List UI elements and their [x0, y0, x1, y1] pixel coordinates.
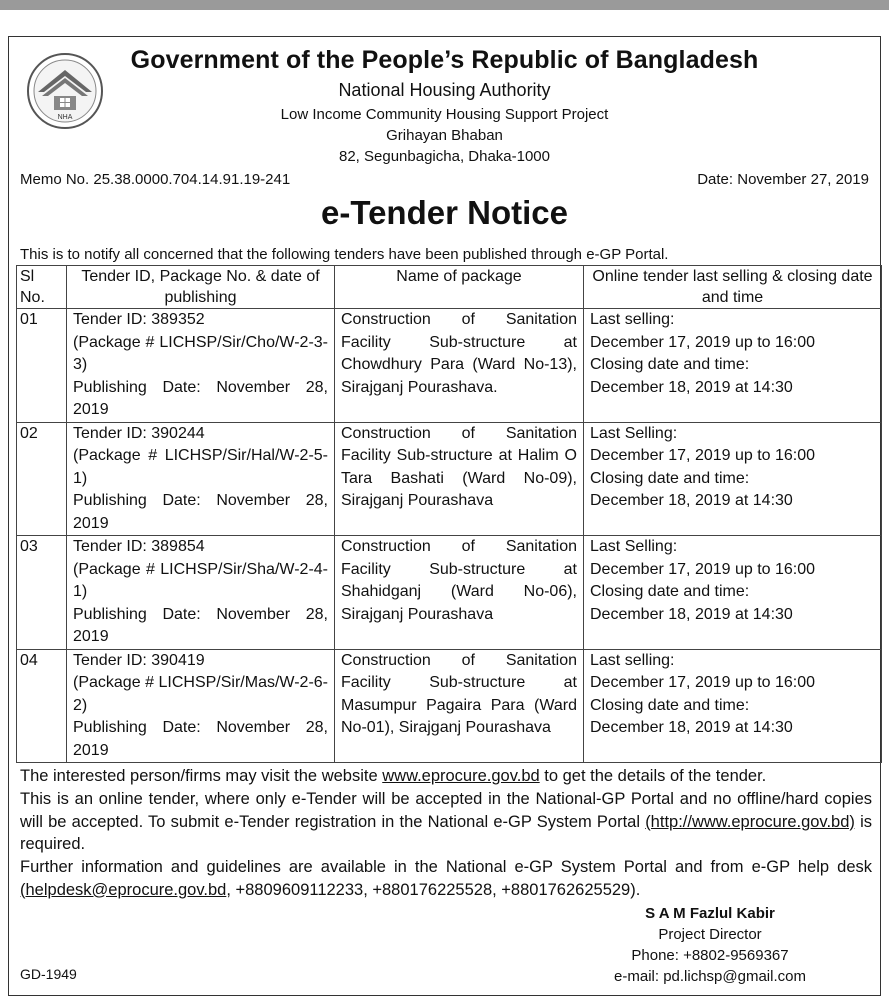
last-selling-value: December 17, 2019 up to 16:00: [590, 674, 816, 691]
page-title: e-Tender Notice: [321, 194, 568, 231]
row-sl: 03: [17, 536, 67, 650]
logo-text: NHA: [57, 114, 73, 121]
header-tender: Tender ID, Package No. & date of publishing: [67, 266, 335, 309]
last-selling-label: Last Selling:: [590, 538, 678, 555]
row-sl: 02: [17, 422, 67, 536]
helpdesk-email-link[interactable]: (helpdesk@eprocure.gov.bd: [20, 880, 227, 899]
footer-text: to get the details of the tender.: [539, 767, 767, 785]
table-row: [17, 536, 882, 650]
notice-date: Date: November 27, 2019: [697, 171, 869, 188]
row-tender: [67, 422, 335, 536]
intro-text: This is to notify all concerned that the following tenders have been published through e-GP Portal.: [20, 246, 669, 263]
table-row: [17, 649, 882, 763]
header-sl-line2: No.: [20, 289, 45, 306]
publishing-date: Publishing Date: November 28, 2019: [73, 492, 328, 532]
eprocure-url-link[interactable]: (http://www.eprocure.gov.bd): [645, 812, 855, 831]
footer-paragraph-1: [20, 765, 872, 788]
row-tender: [67, 649, 335, 763]
header-dates: Online tender last selling & closing date and time: [584, 266, 882, 309]
closing-label: Closing date and time:: [590, 583, 750, 600]
eprocure-link[interactable]: www.eprocure.gov.bd: [382, 767, 540, 785]
package-name: Construction of Sanitation Facility Sub-structure at Halim O Tara Bashati (Ward No-09), Sirajganj Pourashava: [335, 422, 584, 536]
footer-text: Further information and guidelines are available in the National e-GP System Portal and from e-GP help desk: [20, 858, 872, 876]
government-heading: Government of the People’s Republic of Bangladesh: [130, 46, 759, 74]
signatory-name: S A M Fazlul Kabir: [645, 905, 775, 922]
publishing-date: Publishing Date: November 28, 2019: [73, 719, 328, 759]
row-tender: [67, 536, 335, 650]
package-name: Construction of Sanitation Facility Sub-structure at Masumpur Pagaira Para (Ward No-01), Sirajganj Pourashava: [335, 649, 584, 763]
package-no: (Package # LICHSP/Sir/Sha/W-2-4-1): [73, 560, 328, 600]
building-name: Grihayan Bhaban: [386, 127, 503, 144]
row-dates: [584, 422, 882, 536]
top-border-bar: [0, 0, 889, 10]
package-no: (Package # LICHSP/Sir/Mas/W-2-6-2): [73, 674, 328, 714]
footer-text: , +8809609112233, +880176225528, +8801762625529).: [226, 880, 641, 899]
closing-label: Closing date and time:: [590, 469, 750, 487]
closing-value: December 18, 2019 at 14:30: [590, 378, 793, 396]
last-selling-value: December 17, 2019 up to 16:00: [590, 560, 816, 578]
last-selling-label: Last selling:: [590, 651, 675, 669]
tender-table: [16, 265, 882, 763]
closing-value: December 18, 2019 at 14:30: [590, 605, 793, 623]
closing-label: Closing date and time:: [590, 696, 750, 714]
last-selling-value: December 17, 2019 up to 16:00: [590, 447, 816, 464]
tender-id: Tender ID: 390244: [73, 424, 205, 442]
row-dates: [584, 536, 882, 650]
package-no: (Package # LICHSP/Sir/Hal/W-2-5-1): [73, 447, 328, 487]
footer-text: is required.: [20, 812, 872, 853]
footer-paragraph-2: [20, 788, 872, 856]
footer-text: This is an online tender, where only e-Tender will be accepted in the National-GP Portal and no offline/hard copies will be accepted. To submit e-Tender registration in the National e-GP System Portal: [20, 790, 872, 831]
table-row: [17, 309, 882, 423]
closing-value: December 18, 2019 at 14:30: [590, 719, 793, 736]
header-sl-line1: Sl: [20, 268, 35, 285]
publishing-date: Publishing Date: November 28, 2019: [73, 378, 328, 418]
project-name: Low Income Community Housing Support Project: [280, 106, 609, 123]
closing-label: Closing date and time:: [590, 356, 750, 373]
gd-number: GD-1949: [20, 966, 77, 982]
table-header-row: [17, 266, 882, 309]
signatory-email: e-mail: pd.lichsp@gmail.com: [614, 968, 806, 985]
footer-paragraph-3: [20, 856, 872, 901]
footer-text: The interested person/firms may visit the website: [20, 767, 383, 785]
signatory-designation: Project Director: [658, 926, 762, 943]
row-sl: 01: [17, 309, 67, 423]
tender-id: Tender ID: 389352: [73, 311, 205, 328]
table-row: [17, 422, 882, 536]
publishing-date: Publishing Date: November 28, 2019: [73, 605, 328, 645]
last-selling-label: Last selling:: [590, 311, 675, 328]
header-sl: [17, 266, 67, 309]
row-dates: [584, 649, 882, 763]
header-package: Name of package: [335, 266, 584, 309]
closing-value: December 18, 2019 at 14:30: [590, 492, 793, 509]
tender-id: Tender ID: 389854: [73, 538, 205, 555]
package-name: Construction of Sanitation Facility Sub-structure at Chowdhury Para (Ward No-13), Sirajganj Pourashava.: [335, 309, 584, 423]
tender-id: Tender ID: 390419: [73, 651, 205, 669]
row-sl: 04: [17, 649, 67, 763]
row-dates: [584, 309, 882, 423]
row-tender: [67, 309, 335, 423]
package-name: Construction of Sanitation Facility Sub-structure at Shahidganj (Ward No-06), Sirajganj Pourashava: [335, 536, 584, 650]
memo-number: Memo No. 25.38.0000.704.14.91.19-241: [20, 171, 291, 188]
last-selling-value: December 17, 2019 up to 16:00: [590, 333, 816, 351]
authority-name: National Housing Authority: [338, 80, 551, 100]
address: 82, Segunbagicha, Dhaka-1000: [339, 148, 550, 165]
signatory-phone: Phone: +8802-9569367: [631, 947, 789, 964]
last-selling-label: Last Selling:: [590, 424, 678, 442]
package-no: (Package # LICHSP/Sir/Cho/W-2-3-3): [73, 333, 328, 373]
